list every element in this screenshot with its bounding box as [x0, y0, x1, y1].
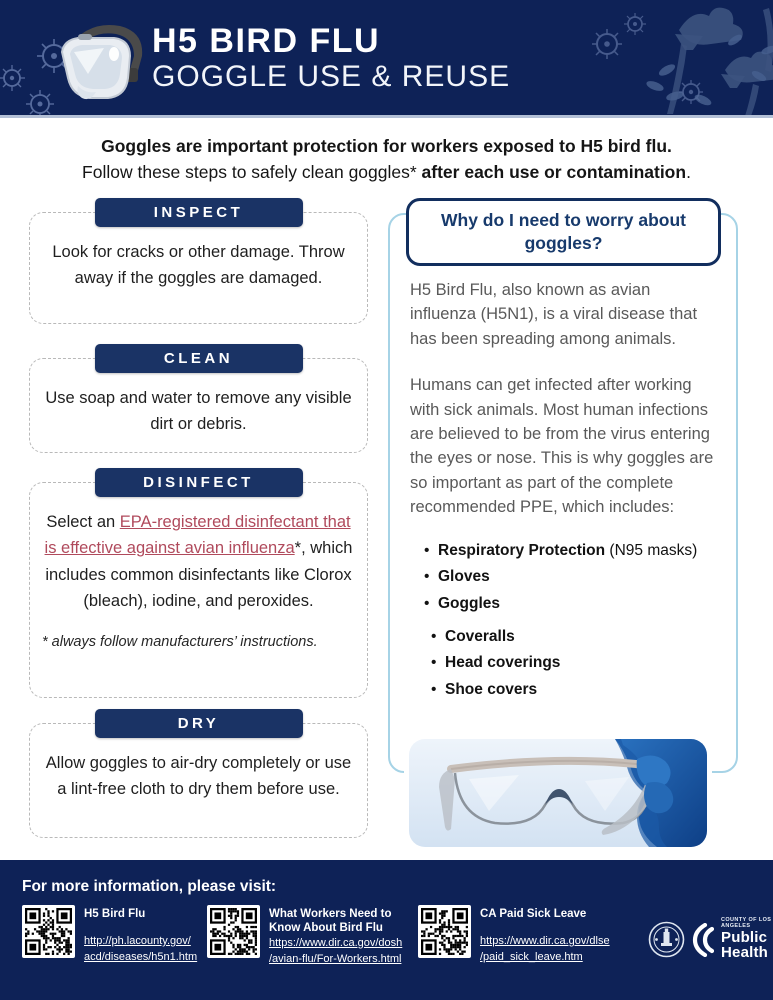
ppe-item-respiratory: • Respiratory Protection (N95 masks) [424, 538, 720, 565]
county-seal-icon [648, 921, 685, 958]
step-dry-text: Allow goggles to air-dry completely or use a lint-free cloth to dry them before use. [45, 754, 352, 799]
step-inspect-text: Look for cracks or other damage. Throw away if the goggles are damaged. [52, 243, 345, 288]
step-inspect [29, 198, 368, 324]
ppe-item-gloves: • Gloves [424, 564, 720, 591]
why-goggles-question: Why do I need to worry about goggles? [406, 198, 721, 266]
qr-code-h5-bird-flu [22, 905, 75, 958]
footer-heading: For more information, please visit: [22, 878, 277, 895]
step-dry [29, 709, 368, 838]
why-goggles-body [410, 278, 720, 704]
logo-county-text: COUNTY OF LOS ANGELES [721, 917, 772, 929]
safety-glasses-photo [409, 739, 707, 847]
step-disinfect-box [29, 482, 368, 698]
intro-line-1: Goggles are important protection for workers exposed to H5 bird flu. [101, 136, 672, 156]
footer-link-url[interactable]: https://www.dir.ca.gov/dosh /avian-flu/For-Workers.html [269, 936, 403, 965]
why-paragraph-2: Humans can get infected after working with sick animals. Most human infections are believed to be from the virus entering the eyes or nose. This is why goggles are so important as part of the complete recommended PPE, which includes: [410, 376, 714, 517]
epa-disinfectant-link[interactable]: EPA-registered disinfectant that is effective against avian influenza [44, 513, 351, 558]
ppe-item-goggles: • Goggles [424, 591, 720, 618]
la-county-public-health-logo [648, 918, 773, 961]
step-inspect-header: INSPECT [95, 198, 303, 227]
footer-link-h5-bird-flu [22, 905, 229, 966]
intro-text [0, 133, 773, 186]
step-disinfect-text: Select an EPA-registered disinfectant that is effective against avian influenza*, which includes common disinfectants like Clorox (bleach), iodine, and peroxides. [44, 513, 353, 611]
title-line-1: H5 BIRD FLU [152, 22, 381, 60]
footer-link-label: What Workers Need to Know About Bird Flu [269, 908, 392, 935]
footer-link-workers-bird-flu [207, 905, 414, 968]
title-line-2: GOGGLE USE & REUSE [152, 59, 511, 93]
step-clean-header: CLEAN [95, 344, 303, 373]
header-banner [0, 0, 773, 118]
why-paragraph-1: H5 Bird Flu, also known as avian influenza (H5N1), is a viral disease that has been spreading among animals. [410, 281, 698, 348]
step-disinfect-header: DISINFECT [95, 468, 303, 497]
footer-link-label: CA Paid Sick Leave [480, 908, 587, 920]
step-clean-text: Use soap and water to remove any visible dirt or debris. [45, 389, 352, 434]
logo-dept-text: Public Health [721, 928, 769, 962]
footer-link-label: H5 Bird Flu [84, 908, 146, 920]
ppe-list [410, 538, 720, 704]
manufacturer-footnote: * always follow manufacturers’ instructions. [42, 633, 318, 650]
ppe-item-shoe-covers: • Shoe covers [431, 677, 720, 704]
goggles-icon [48, 12, 153, 108]
footer-link-url[interactable]: https://www.dir.ca.gov/dlse /paid_sick_leave.htm [480, 935, 610, 963]
footer-link-ca-paid-sick-leave [418, 905, 625, 966]
footer [0, 860, 773, 1000]
step-clean [29, 344, 368, 453]
ppe-item-coveralls: • Coveralls [431, 624, 720, 651]
ppe-item-head-coverings: • Head coverings [431, 650, 720, 677]
step-dry-header: DRY [95, 709, 303, 738]
step-disinfect [29, 468, 368, 698]
footer-link-url[interactable]: http://ph.lacounty.gov/ acd/diseases/h5n1.htm [84, 935, 198, 963]
qr-code-workers-bird-flu [207, 905, 260, 958]
page-title [152, 24, 510, 94]
step-inspect-box [29, 212, 368, 324]
birds-branch-icon [583, 0, 773, 118]
public-health-mark-icon [692, 923, 714, 957]
qr-code-ca-paid-sick-leave [418, 905, 471, 958]
step-dry-box [29, 723, 368, 838]
intro-line-2: Follow these steps to safely clean goggles* after each use or contamination. [82, 162, 691, 183]
